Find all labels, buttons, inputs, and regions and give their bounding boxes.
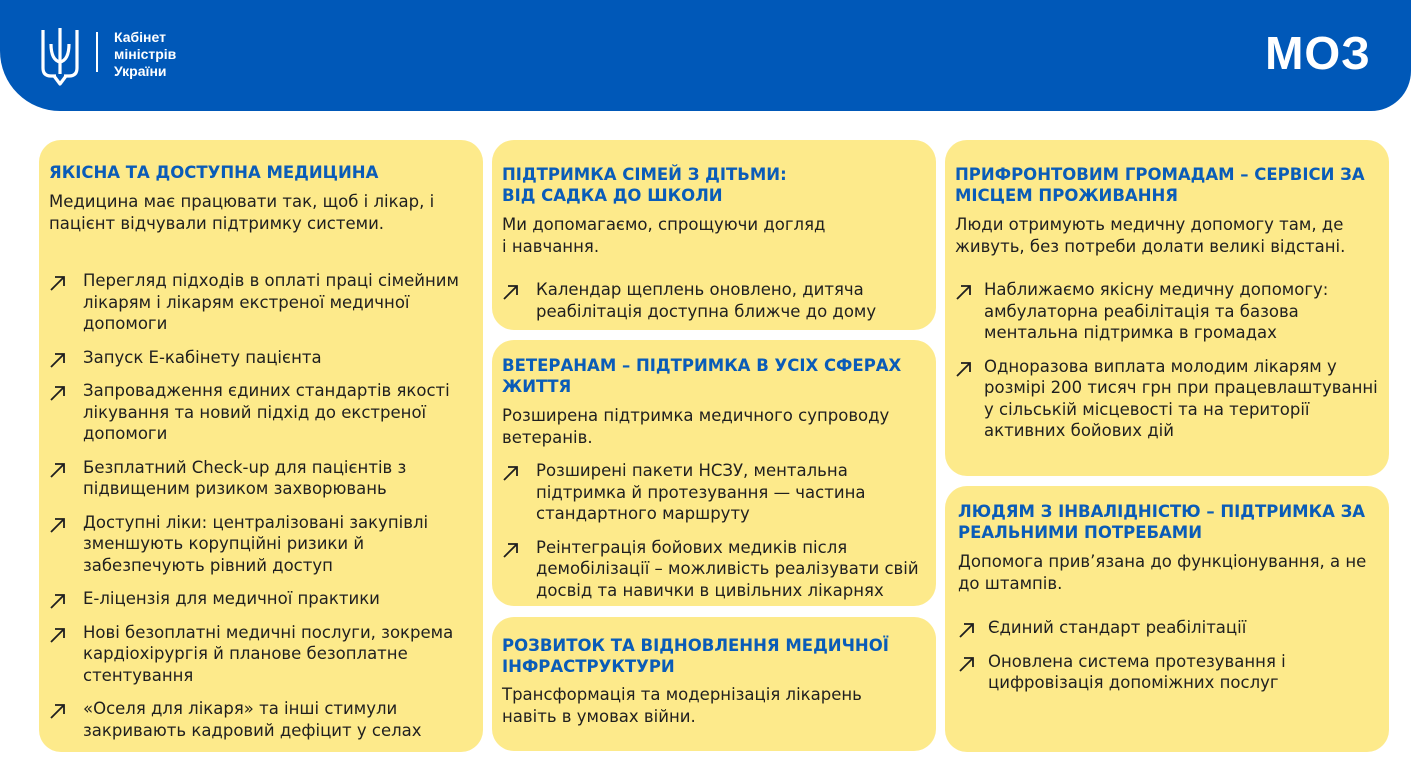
card-veterans — [492, 340, 936, 606]
arrow-up-right-icon — [49, 626, 67, 644]
card-title: РОЗВИТОК ТА ВІДНОВЛЕННЯ МЕДИЧНОЇ ІНФРАСТРУКТУРИ — [502, 636, 889, 676]
card-lead-line2: і навчання. — [502, 236, 600, 256]
org-name-line1: Кабінет — [114, 29, 166, 45]
card-title: ПРИФРОНТОВИМ ГРОМАДАМ – СЕРВІСИ ЗА МІСЦЕМ ПРОЖИВАННЯ — [955, 165, 1365, 205]
list-item-text: Наближаємо якісну медичну допомогу: амбулаторна реабілітація та базова ментальна підтримка в громадах — [984, 280, 1329, 342]
arrow-up-right-icon — [49, 516, 67, 534]
list-item-text: Календар щеплень оновлено, дитяча реабілітація доступна ближче до дому — [536, 280, 877, 321]
card-quality-medicine — [39, 140, 483, 752]
trident-icon — [40, 26, 80, 86]
org-name-line3: України — [114, 63, 167, 79]
card-title: ЛЮДЯМ З ІНВАЛІДНІСТЮ – ПІДТРИМКА ЗА РЕАЛЬНИМИ ПОТРЕБАМИ — [958, 502, 1366, 542]
header-bar — [0, 0, 1411, 111]
arrow-up-right-icon — [49, 384, 67, 402]
list-item — [49, 512, 473, 577]
arrow-up-right-icon — [955, 283, 973, 301]
arrow-up-right-icon — [958, 621, 976, 639]
card-title — [502, 164, 926, 206]
list-item — [958, 651, 1379, 694]
list-item-text: Доступні ліки: централізовані закупівлі зменшують корупційні ризики й забезпечують рівний доступ — [83, 512, 429, 575]
list-item-text: Нові безоплатні медичні послуги, зокрема кардіохірургія й планове безоплатне стентування — [83, 622, 454, 685]
list-item — [49, 698, 473, 741]
list-item — [49, 347, 473, 369]
card-lead — [502, 684, 926, 727]
list-item — [502, 279, 926, 322]
card-disability — [945, 486, 1389, 752]
arrow-up-right-icon — [502, 283, 520, 301]
list-item-text: Оновлена система протезування і цифровізація допоміжних послуг — [988, 651, 1286, 692]
list-item — [49, 380, 473, 445]
list-item-text: «Оселя для лікаря» та інші стимули закривають кадровий дефіцит у селах — [83, 699, 422, 740]
card-lead-line1: Ми допомагаємо, спрощуючи догляд — [502, 215, 826, 234]
list-item-text: Одноразова виплата молодим лікарям у розмірі 200 тисяч грн при працевлаштуванні у сільській місцевості та на території активних бойових дій — [984, 356, 1378, 440]
arrow-up-right-icon — [49, 702, 67, 720]
arrow-up-right-icon — [502, 464, 520, 482]
arrow-up-right-icon — [955, 360, 973, 378]
ministry-label: МОЗ — [1265, 27, 1371, 79]
list-item — [49, 457, 473, 500]
list-item — [502, 460, 926, 525]
card-lead: Допомога прив’язана до функціонування, а не до штампів. — [958, 552, 1367, 593]
card-title: ЯКІСНА ТА ДОСТУПНА МЕДИЦИНА — [49, 163, 379, 182]
list-item — [49, 588, 473, 610]
header-divider — [96, 32, 98, 72]
list-item — [502, 537, 926, 602]
list-item-text: Реінтеграція бойових медиків після демобілізації – можливість реалізувати свій досвід та навички в цивільних лікарнях — [536, 537, 919, 600]
org-name-line2: міністрів — [114, 46, 177, 62]
list-item-text: Розширені пакети НСЗУ, ментальна підтримка й протезування — частина стандартного маршруту — [536, 461, 866, 523]
list-item — [49, 270, 473, 335]
card-lead-line1: Трансформація та модернізація лікарень — [502, 685, 862, 704]
arrow-up-right-icon — [49, 592, 67, 610]
list-item-text: Єдиний стандарт реабілітації — [988, 618, 1247, 637]
card-lead-line2: навіть в умовах війни. — [502, 706, 696, 726]
org-name — [114, 29, 176, 80]
card-lead: Медицина має працювати так, щоб і лікар, і пацієнт відчували підтримку системи. — [49, 192, 435, 233]
list-item-text: Перегляд підходів в оплаті праці сімейним лікарям і лікарям екстреної медичної допомоги — [83, 271, 459, 333]
card-title: ВЕТЕРАНАМ – ПІДТРИМКА В УСІХ СФЕРАХ ЖИТТЯ — [502, 356, 902, 396]
card-lead: Розширена підтримка медичного супроводу ветеранів. — [502, 406, 890, 447]
card-lead: Люди отримують медичну допомогу там, де живуть, без потреби долати великі відстані. — [955, 215, 1346, 256]
arrow-up-right-icon — [502, 541, 520, 559]
arrow-up-right-icon — [49, 274, 67, 292]
card-family-support — [492, 140, 936, 330]
arrow-up-right-icon — [49, 351, 67, 369]
list-item — [49, 622, 473, 687]
list-item-text: Безплатний Check-up для пацієнтів з підвищеним ризиком захворювань — [83, 457, 407, 498]
card-title-line2: ВІД САДКА ДО ШКОЛИ — [502, 186, 723, 205]
card-infrastructure — [492, 617, 936, 751]
list-item — [958, 617, 1379, 639]
card-title-line1: ПІДТРИМКА СІМЕЙ З ДІТЬМИ: — [502, 165, 787, 184]
list-item-text: Запуск Е-кабінету пацієнта — [83, 347, 322, 367]
arrow-up-right-icon — [958, 655, 976, 673]
list-item-text: Запровадження єдиних стандартів якості лікування та новий підхід до екстреної допомоги — [83, 381, 450, 443]
list-item — [955, 279, 1379, 344]
card-lead — [502, 214, 926, 257]
list-item — [955, 356, 1379, 442]
card-frontline-communities — [945, 140, 1389, 476]
list-item-text: Е-ліцензія для медичної практики — [83, 589, 380, 608]
arrow-up-right-icon — [49, 461, 67, 479]
